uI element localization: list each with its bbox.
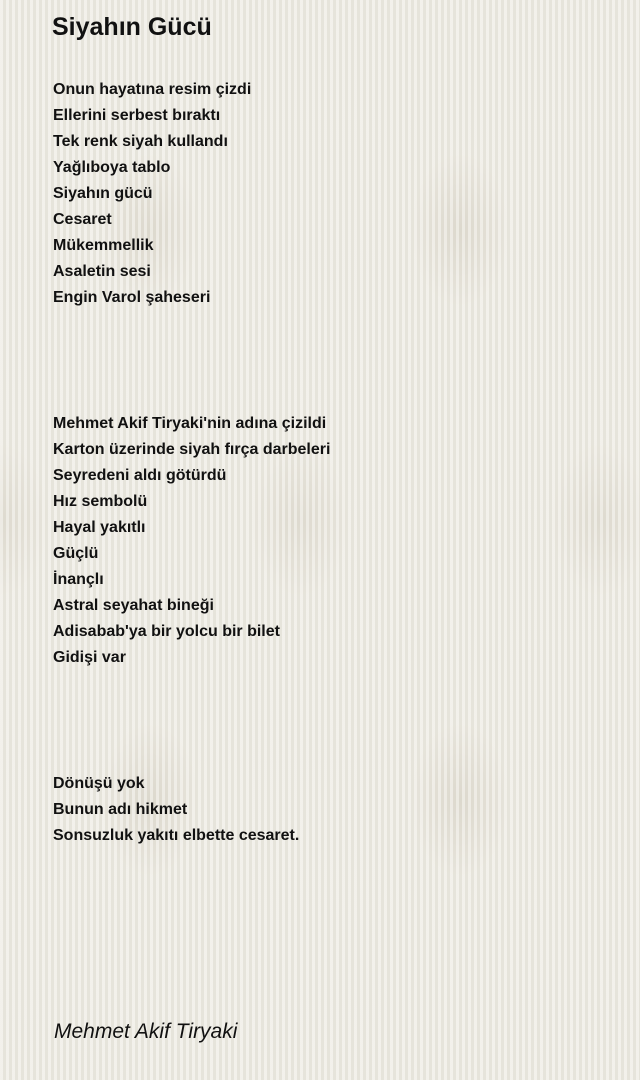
poem-line: Seyredeni aldı götürdü <box>53 467 227 484</box>
poem-line: Cesaret <box>53 211 112 228</box>
poem-line: Yağlıboya tablo <box>53 159 171 176</box>
poem-author: Mehmet Akif Tiryaki <box>54 1020 238 1043</box>
poem-line: Engin Varol şaheseri <box>53 289 211 306</box>
poem-line: Bunun adı hikmet <box>53 801 188 818</box>
poem-title: Siyahın Gücü <box>52 13 212 41</box>
poem-line: Hız sembolü <box>53 493 148 510</box>
poem-line: Asaletin sesi <box>53 263 151 280</box>
poem-line: Gidişi var <box>53 649 126 666</box>
poem-line: Onun hayatına resim çizdi <box>53 81 252 98</box>
poem-line: Astral seyahat bineği <box>53 597 214 614</box>
poem-line: İnançlı <box>53 571 104 588</box>
poem-line: Adisabab'ya bir yolcu bir bilet <box>53 623 280 640</box>
poem-line: Sonsuzluk yakıtı elbette cesaret. <box>53 827 300 844</box>
poem-line: Hayal yakıtlı <box>53 519 146 536</box>
stanza-3 <box>53 771 299 849</box>
poem-line: Dönüşü yok <box>53 775 145 792</box>
poem-line: Siyahın gücü <box>53 185 153 202</box>
stanza-1 <box>53 77 251 311</box>
poem-line: Tek renk siyah kullandı <box>53 133 228 150</box>
poem-line: Ellerini serbest bıraktı <box>53 107 221 124</box>
poem-line: Karton üzerinde siyah fırça darbeleri <box>53 441 331 458</box>
poem-line: Güçlü <box>53 545 99 562</box>
poem-line: Mehmet Akif Tiryaki'nin adına çizildi <box>53 415 327 432</box>
stanza-2 <box>53 411 330 671</box>
poem-line: Mükemmellik <box>53 237 154 254</box>
